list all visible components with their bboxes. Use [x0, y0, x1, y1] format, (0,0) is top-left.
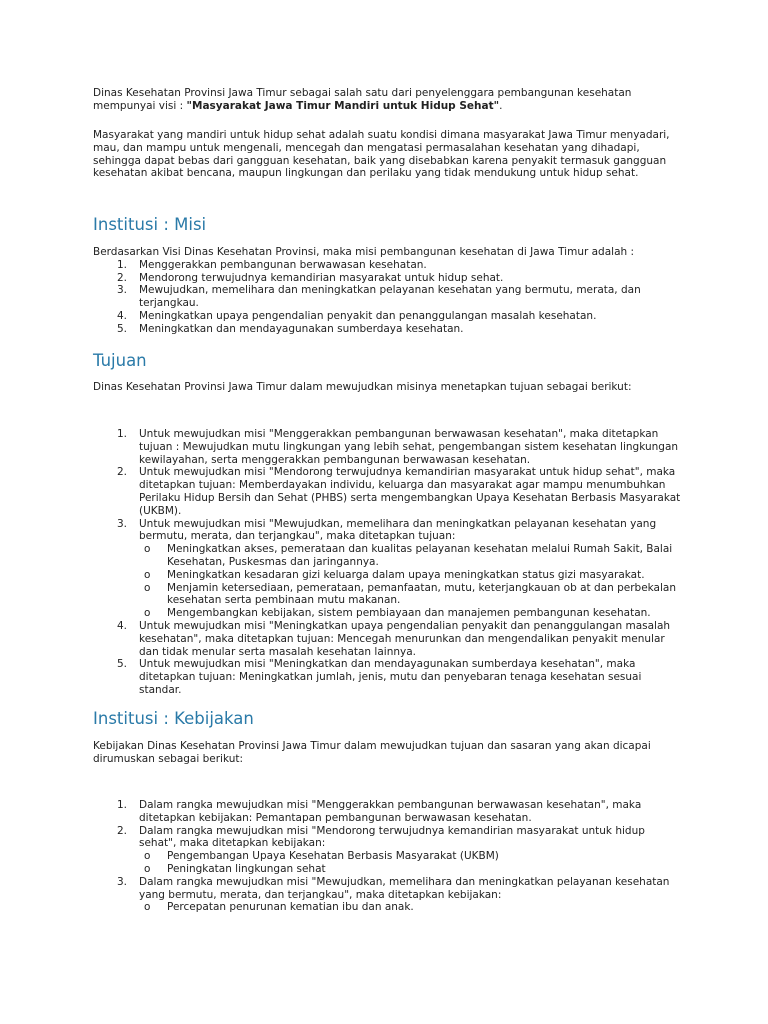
- tujuan-sublist: [139, 543, 683, 620]
- tujuan-intro: Dinas Kesehatan Provinsi Jawa Timur dalam mewujudkan misinya menetapkan tujuan sebagai berikut:: [93, 381, 632, 393]
- bullet-marker: o: [144, 850, 151, 863]
- list-item: [93, 272, 683, 285]
- sub-list-item: [139, 607, 683, 620]
- bullet-marker: o: [144, 568, 151, 581]
- misi-body: [93, 246, 683, 336]
- list-text: Untuk mewujudkan misi "Mewujudkan, memelihara dan meningkatkan pelayanan kesehatan yang bermutu, merata, dan terjangkau", maka ditetapkan tujuan:: [139, 517, 657, 543]
- sub-list-item: [139, 850, 683, 863]
- list-number: 1.: [116, 428, 127, 440]
- kebijakan-section: [93, 709, 683, 729]
- list-text: Mewujudkan, memelihara dan meningkatkan pelayanan kesehatan yang bermutu, merata, dan terjangkau.: [139, 284, 641, 310]
- list-text: Menggerakkan pembangunan berwawasan kesehatan.: [139, 258, 427, 271]
- list-number: 2.: [116, 271, 127, 284]
- sub-list-text: Mengembangkan kebijakan, sistem pembiayaan dan manajemen pembangunan kesehatan.: [167, 607, 651, 620]
- list-number: 1.: [116, 258, 127, 271]
- bullet-marker: o: [144, 543, 151, 556]
- kebijakan-list: [93, 799, 683, 914]
- list-number: 5.: [116, 322, 127, 335]
- sub-list-item: [139, 863, 683, 876]
- visi-end: .: [499, 99, 503, 112]
- list-number: 3.: [116, 875, 127, 888]
- bullet-marker: o: [144, 581, 151, 594]
- list-text: Meningkatkan dan mendayagunakan sumberdaya kesehatan.: [139, 322, 464, 335]
- visi-statement: "Masyarakat Jawa Timur Mandiri untuk Hidup Sehat": [186, 99, 500, 112]
- sub-list-text: Percepatan penurunan kematian ibu dan anak.: [167, 901, 414, 914]
- list-number: 1.: [116, 799, 127, 811]
- list-item: [93, 323, 683, 336]
- misi-section: [93, 215, 683, 235]
- list-item: [93, 620, 683, 658]
- list-item: [93, 310, 683, 323]
- bullet-marker: o: [144, 862, 151, 875]
- sub-list-item: [139, 901, 683, 914]
- kebijakan-intro: Kebijakan Dinas Kesehatan Provinsi Jawa Timur dalam mewujudkan tujuan dan sasaran yang akan dicapai dirumuskan sebagai berikut:: [93, 740, 651, 765]
- list-item: [93, 466, 683, 517]
- sub-list-text: Pengembangan Upaya Kesehatan Berbasis Masyarakat (UKBM): [167, 850, 499, 863]
- list-text: Dalam rangka mewujudkan misi "Menggerakkan pembangunan berwawasan kesehatan", maka ditetapkan kebijakan: Pemantapan pembangunan berwawasan kesehatan.: [139, 799, 642, 824]
- list-text: Untuk mewujudkan misi "Meningkatkan dan mendayagunakan sumberdaya kesehatan", maka ditetapkan tujuan: Meningkatkan jumlah, jenis, mutu dan penyebaran tenaga kesehatan sesuai standar.: [139, 658, 642, 696]
- sub-list-item: [139, 582, 683, 608]
- kebijakan-sublist: [139, 850, 683, 876]
- bullet-marker: o: [144, 607, 151, 620]
- list-item: [93, 658, 683, 696]
- visi-section: [93, 87, 683, 113]
- list-item: [93, 284, 683, 310]
- visi-intro-paragraph: [93, 87, 683, 113]
- misi-heading: Institusi : Misi: [93, 215, 207, 234]
- misi-intro: Berdasarkan Visi Dinas Kesehatan Provinsi, maka misi pembangunan kesehatan di Jawa Timur adalah :: [93, 246, 635, 258]
- list-text: Dalam rangka mewujudkan misi "Mendorong terwujudnya kemandirian masyarakat untuk hidup sehat", maka ditetapkan kebijakan:: [139, 824, 645, 850]
- list-text: Untuk mewujudkan misi "Meningkatkan upaya pengendalian penyakit dan penanggulangan masalah kesehatan", maka ditetapkan tujuan: Mencegah menurunkan dan mengendalikan penyakit menular dan tidak menular serta masalah kesehatan lainnya.: [139, 619, 671, 658]
- list-item: [93, 799, 683, 825]
- list-number: 2.: [116, 824, 127, 837]
- list-text: Untuk mewujudkan misi "Menggerakkan pembangunan berwawasan kesehatan", maka ditetapkan tujuan : Mewujudkan mutu lingkungan yang lebih sehat, pengembangan sistem kesehatan lingkungan kewilayahan, serta menggerakkan pembangunan berwawasan kesehatan.: [139, 428, 679, 466]
- tujuan-list: [93, 428, 683, 697]
- tujuan-heading: Tujuan: [93, 351, 147, 370]
- kebijakan-body: [93, 799, 683, 914]
- list-item: [93, 876, 683, 914]
- bullet-marker: o: [144, 901, 151, 914]
- visi-description: [93, 129, 683, 180]
- list-item: [93, 428, 683, 466]
- kebijakan-sublist: [139, 901, 683, 914]
- list-number: 5.: [116, 658, 127, 671]
- list-text: Mendorong terwujudnya kemandirian masyarakat untuk hidup sehat.: [139, 271, 504, 284]
- sub-list-item: [139, 543, 683, 569]
- tujuan-intro-block: [93, 381, 683, 394]
- list-item: [93, 825, 683, 876]
- tujuan-section: [93, 351, 683, 371]
- list-number: 3.: [116, 284, 127, 297]
- list-number: 2.: [116, 466, 127, 479]
- kebijakan-intro-block: [93, 740, 683, 766]
- sub-list-text: Meningkatkan kesadaran gizi keluarga dalam upaya meningkatkan status gizi masyarakat.: [167, 568, 645, 581]
- list-text: Dalam rangka mewujudkan misi "Mewujudkan, memelihara dan meningkatkan pelayanan kesehatan yang bermutu, merata, dan terjangkau", maka ditetapkan kebijakan:: [139, 875, 670, 901]
- list-item: [93, 518, 683, 620]
- visi-paragraph: Masyarakat yang mandiri untuk hidup sehat adalah suatu kondisi dimana masyarakat Jawa Timur menyadari, mau, dan mampu untuk mengenali, mencegah dan mengatasi permasalahan kesehatan yang dihadapi, sehingga dapat bebas dari gangguan kesehatan, baik yang disebabkan karena penyakit termasuk gangguan kesehatan akibat bencana, maupun lingkungan dan perilaku yang tidak mendukung untuk hidup sehat.: [93, 129, 670, 180]
- sub-list-text: Peningkatan lingkungan sehat: [167, 862, 326, 875]
- sub-list-text: Menjamin ketersediaan, pemerataan, pemanfaatan, mutu, keterjangkauan ob at dan perbekalan kesehatan serta pembinaan mutu makanan.: [167, 581, 676, 607]
- misi-list: [93, 259, 683, 336]
- tujuan-body: [93, 428, 683, 697]
- list-text: Untuk mewujudkan misi "Mendorong terwujudnya kemandirian masyarakat untuk hidup sehat", maka ditetapkan tujuan: Memberdayakan individu, keluarga dan masyarakat agar mampu menumbuhkan Perilaku Hidup Bersih dan Sehat (PHBS) serta mengembangkan Upaya Kesehatan Berbasis Masyarakat (UKBM).: [139, 466, 681, 517]
- list-text: Meningkatkan upaya pengendalian penyakit dan penanggulangan masalah kesehatan.: [139, 309, 597, 322]
- list-number: 3.: [116, 517, 127, 530]
- list-number: 4.: [116, 309, 127, 322]
- kebijakan-heading: Institusi : Kebijakan: [93, 709, 254, 728]
- visi-intro: Dinas Kesehatan Provinsi Jawa Timur sebagai salah satu dari penyelenggara pembangunan kesehatan mempunyai visi :: [93, 87, 632, 112]
- sub-list-text: Meningkatkan akses, pemerataan dan kualitas pelayanan kesehatan melalui Rumah Sakit, Balai Kesehatan, Puskesmas dan jaringannya.: [167, 543, 673, 568]
- sub-list-item: [139, 569, 683, 582]
- list-item: [93, 259, 683, 272]
- list-number: 4.: [116, 619, 127, 632]
